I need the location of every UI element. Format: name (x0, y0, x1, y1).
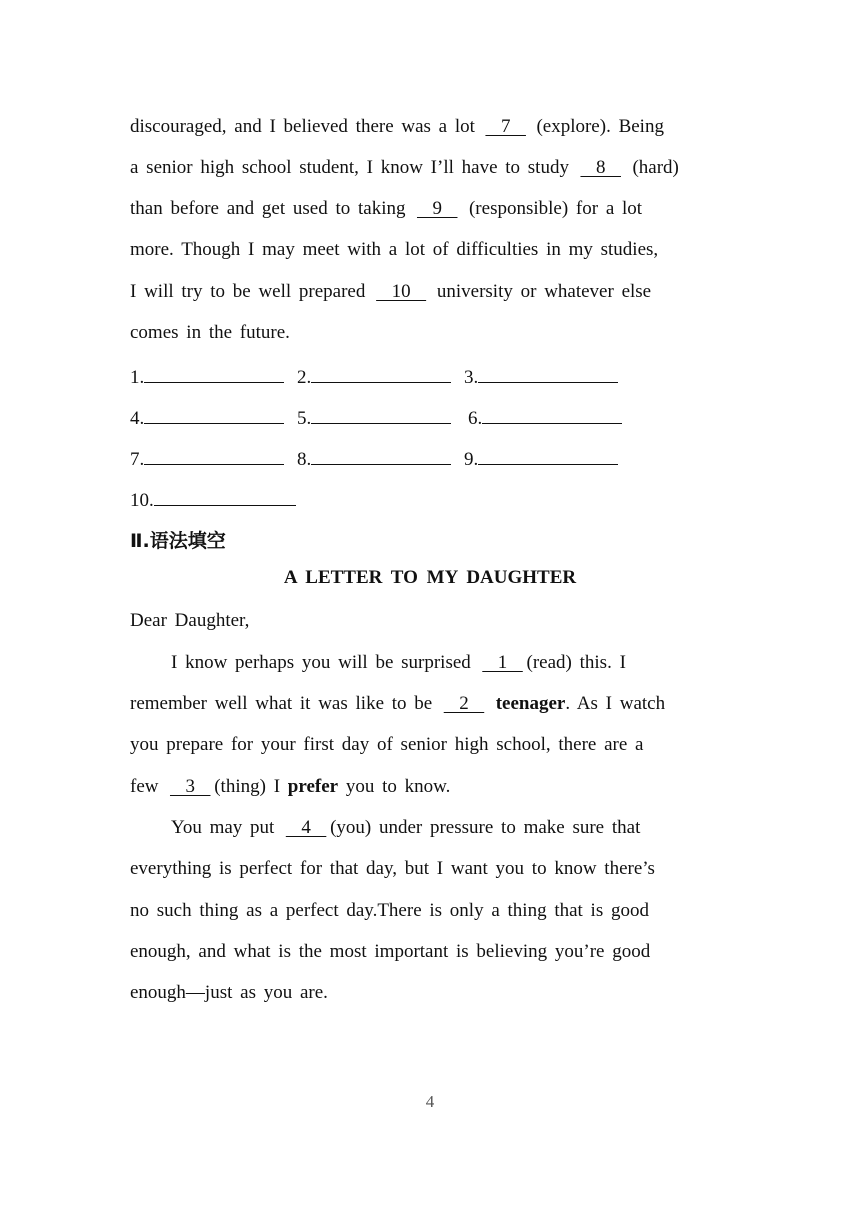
text-line: you prepare for your first day of senior high school, there are a (130, 734, 644, 755)
text-line: a senior high school student, I know I’ll have to study 8 (hard) (130, 157, 679, 178)
answer-9[interactable]: 9. (464, 445, 618, 469)
answer-3[interactable]: 3. (464, 363, 618, 387)
salutation: Dear Daughter, (130, 610, 250, 631)
answer-2[interactable]: 2. (297, 363, 451, 387)
text-line: more. Though I may meet with a lot of difficulties in my studies, (130, 239, 659, 260)
blank-3: 3 (169, 776, 211, 797)
blank-4: 4 (285, 817, 327, 838)
text-line: no such thing as a perfect day.There is only a thing that is good (130, 900, 649, 921)
text-line: I will try to be well prepared 10 university or whatever else (130, 281, 652, 302)
answer-8[interactable]: 8. (297, 445, 451, 469)
text-line: discouraged, and I believed there was a lot 7 (explore). Being (130, 116, 664, 137)
text-line: enough—just as you are. (130, 982, 328, 1003)
page-number: 4 (425, 1092, 435, 1111)
answer-4[interactable]: 4. (130, 404, 284, 428)
blank-2: 2 (443, 693, 485, 714)
text-line: than before and get used to taking 9 (responsible) for a lot (130, 198, 643, 219)
text-line: I know perhaps you will be surprised 1 (read) this. I (171, 652, 626, 673)
answer-1[interactable]: 1. (130, 363, 284, 387)
text-line: comes in the future. (130, 322, 290, 343)
blank-1: 1 (482, 652, 523, 673)
blank-7: 7 (485, 116, 526, 137)
answer-7[interactable]: 7. (130, 445, 284, 469)
text-line: You may put 4 (you) under pressure to make sure that (171, 817, 641, 838)
blank-10: 10 (376, 281, 427, 302)
text-line: few 3 (thing) I prefer you to know. (130, 776, 451, 797)
answer-6[interactable]: 6. (468, 404, 622, 428)
blank-9: 9 (416, 198, 458, 219)
section-heading: Ⅱ.语法填空 (130, 530, 226, 552)
passage-title: A LETTER TO MY DAUGHTER (283, 567, 577, 588)
blank-8: 8 (580, 157, 621, 178)
text-line: remember well what it was like to be 2 teenager. As I watch (130, 693, 666, 714)
text-line: enough, and what is the most important is believing you’re good (130, 941, 651, 962)
answer-10[interactable]: 10. (130, 486, 296, 510)
text-line: everything is perfect for that day, but I want you to know there’s (130, 858, 655, 879)
answer-5[interactable]: 5. (297, 404, 451, 428)
